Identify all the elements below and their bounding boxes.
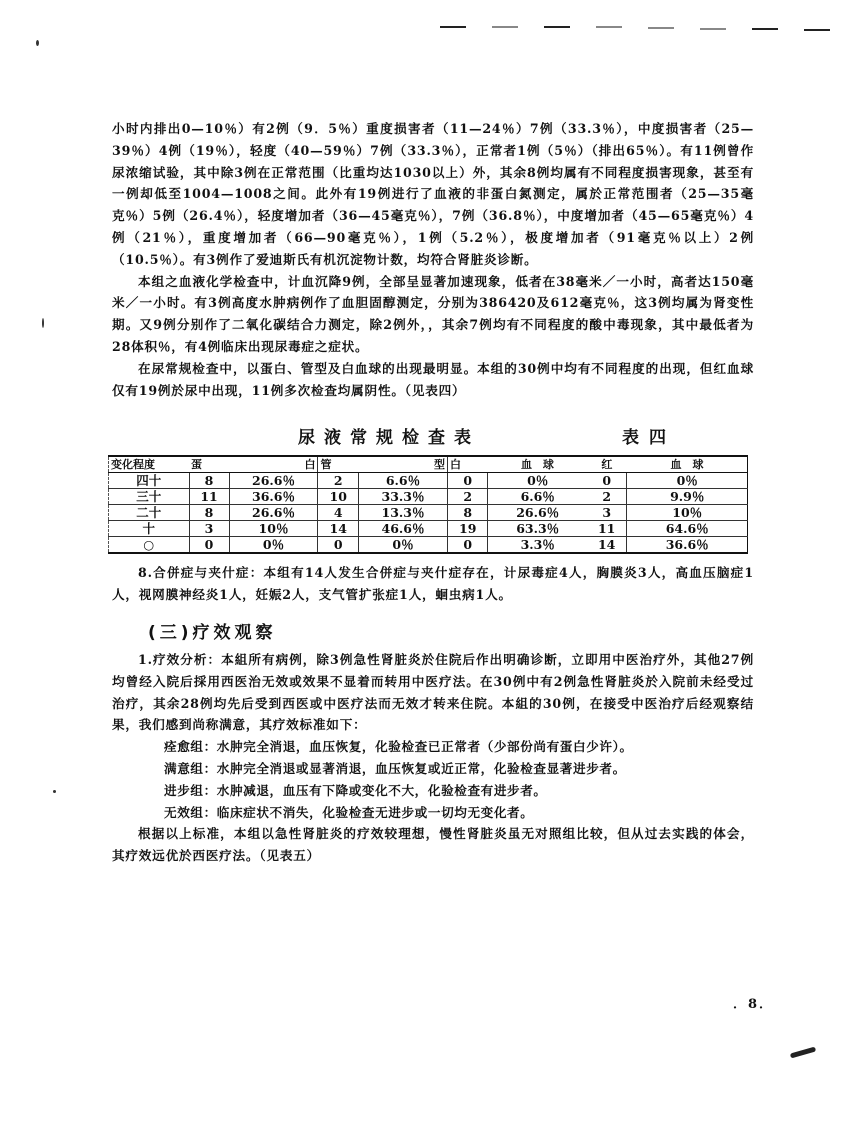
cell-rbc-count: 14	[587, 537, 627, 554]
cell-protein-pct: 36.6％	[229, 489, 318, 505]
cell-rbc-pct: 9.9％	[627, 489, 748, 505]
header-dash	[440, 26, 466, 28]
table-row	[109, 537, 748, 554]
table-row	[109, 521, 748, 537]
header-dash	[596, 26, 622, 28]
cell-rbc-count: 2	[587, 489, 627, 505]
paragraph-blood-chemistry: 本组之血液化学检查中，计血沉降9例，全部呈显著加速现象，低者在38毫米／一小时，高者达150毫米／一小时。有3例高度水肿病例作了血胆固醇测定，分别为386420及612毫克％，这3例均属为肾变性期。又9例分别作了二氧化碳结合力测定，除2例外，，其余7例均有不同程度的酸中毒现象，其中最低者为28体积％，有4例临床出现尿毒症之症状。	[112, 273, 754, 354]
col-header-grade: 变化程度	[109, 456, 190, 473]
scan-smear	[790, 1047, 816, 1059]
cell-grade: 四十	[109, 473, 190, 489]
cell-cast-count: 0	[318, 537, 359, 554]
cell-cast-count: 4	[318, 505, 359, 521]
cell-protein-count: 8	[189, 505, 229, 521]
paragraph-renal-function: 小时内排出0—10％）有2例（9．5％）重度损害者（11—24％）7例（33.3％），中度损害者（25—39％）4例（19％），轻度（40—59％）7例（33.3％），正常者1例（5％）（排出65％）。有11例曾作尿浓缩试验，其中除3例在正常范围（比重均达1030以上）外，其余8例均属有不同程度损害现象，甚至有一例却低至1004—1008之间。此外有19例进行了血液的非蛋白氮测定，属於正常范围者（25—35毫克％）5例（26.4％），轻度增加者（36—45毫克％），7例（36.8％），中度增加者（45—65毫克％）4例（21％），重度增加者（66—90毫克％），1例（5.2％），极度增加者（91毫克％以上）2例（10.5％）。有3例作了爱迪斯氏有机沉淀物计数，均符合肾脏炎诊断。	[112, 121, 754, 267]
cell-cast-count: 10	[318, 489, 359, 505]
cell-rbc-count: 3	[587, 505, 627, 521]
criterion-satisfactory: 满意组：水肿完全消退或显著消退，血压恢复或近正常，化验检查显著进步者。	[164, 760, 626, 776]
col-header-cast-b: 型	[359, 456, 448, 473]
cell-rbc-pct: 0％	[627, 473, 748, 489]
table-header-row	[109, 456, 748, 473]
col-header-wbc-b: 血 球	[488, 456, 587, 473]
paragraph-efficacy-analysis: 1.疗效分析：本組所有病例，除3例急性肾脏炎於住院后作出明确诊断，立即用中医治疗外，其他27例均曾经入院后採用西医治无效或效果不显着而转用中医疗法。在30例中有2例急性肾脏炎於入院前未经受过治疗，其余28例均先后受到西医或中医疗法而无效才转来住院。本組的30例，在接受中医治疗后经观察结果，我们感到尚称满意，其疗效标准如下：	[112, 651, 754, 733]
cell-cast-pct: 33.3％	[359, 489, 448, 505]
col-header-protein-a: 蛋	[189, 456, 229, 473]
page-number: ．8．	[733, 997, 775, 1012]
cell-protein-pct: 26.6％	[229, 473, 318, 489]
scan-speck	[42, 318, 44, 328]
criterion-ineffective: 无效组：临床症状不消失，化验检查无进步或一切均无变化者。	[164, 804, 534, 820]
table-caption	[112, 417, 754, 455]
criterion-improved: 进步组：水肿减退，血压有下降或变化不大，化验检查有进步者。	[164, 782, 547, 798]
efficacy-criteria-list	[112, 736, 754, 823]
header-dash	[700, 28, 726, 30]
cell-rbc-pct: 64.6％	[627, 521, 748, 537]
cell-rbc-pct: 36.6％	[627, 537, 748, 554]
header-dash	[752, 28, 778, 30]
cell-grade: 十	[109, 521, 190, 537]
cell-protein-count: 11	[189, 489, 229, 505]
cell-cast-count: 14	[318, 521, 359, 537]
table-row	[109, 489, 748, 505]
cell-wbc-count: 0	[447, 473, 488, 489]
cell-protein-pct: 0％	[229, 537, 318, 554]
criterion-cured: 痊愈组：水肿完全消退，血压恢复，化验检查已正常者（少部份尚有蛋白少许）。	[164, 739, 633, 755]
cell-protein-count: 3	[189, 521, 229, 537]
scan-speck	[36, 40, 39, 46]
cell-rbc-count: 0	[587, 473, 627, 489]
cell-wbc-pct: 26.6％	[488, 505, 587, 521]
header-dash	[492, 26, 518, 28]
cell-wbc-pct: 6.6％	[488, 489, 587, 505]
paragraph-complications: 8.合併症与夹什症：本组有14人发生合併症与夹什症存在，计尿毒症4人，胸膜炎3人，高血压脑症1人，视网膜神经炎1人，妊娠2人，支气管扩张症1人，蛔虫病1人。	[112, 565, 754, 603]
cell-grade: 二十	[109, 505, 190, 521]
cell-cast-pct: 13.3％	[359, 505, 448, 521]
header-dash	[544, 26, 570, 28]
urine-routine-table	[108, 455, 748, 554]
table-title: 尿液常规检查表	[298, 428, 480, 449]
paragraph-conclusion: 根据以上标准，本组以急性肾脏炎的疗效较理想，慢性肾脏炎虽无对照组比较，但从过去实践的体会，其疗效远优於西医疗法。（见表五）	[112, 826, 754, 864]
cell-cast-pct: 0％	[359, 537, 448, 554]
cell-cast-pct: 46.6％	[359, 521, 448, 537]
cell-rbc-count: 11	[587, 521, 627, 537]
document-page	[112, 118, 754, 867]
col-header-rbc-b: 血 球	[627, 456, 748, 473]
cell-cast-count: 2	[318, 473, 359, 489]
cell-grade: 三十	[109, 489, 190, 505]
table-row	[109, 473, 748, 489]
cell-protein-count: 0	[189, 537, 229, 554]
table-number: 表四	[622, 428, 676, 449]
cell-wbc-count: 0	[447, 537, 488, 554]
cell-protein-count: 8	[189, 473, 229, 489]
cell-wbc-count: 19	[447, 521, 488, 537]
header-dash	[648, 27, 674, 29]
cell-wbc-pct: 0％	[488, 473, 587, 489]
cell-wbc-pct: 3.3％	[488, 537, 587, 554]
section-heading: (三)疗效观察	[148, 622, 277, 643]
col-header-cast-a: 管	[318, 456, 359, 473]
col-header-rbc-a: 红	[587, 456, 627, 473]
col-header-wbc-a: 白	[447, 456, 488, 473]
cell-protein-pct: 26.6％	[229, 505, 318, 521]
cell-wbc-count: 8	[447, 505, 488, 521]
cell-rbc-pct: 10％	[627, 505, 748, 521]
paragraph-urine-routine: 在尿常规检查中，以蛋白、管型及白血球的出现最明显。本组的30例中均有不同程度的出现，但红血球仅有19例於尿中出现，11例多次检查均属阴性。（见表四）	[112, 360, 754, 398]
header-dash	[804, 29, 830, 31]
cell-wbc-count: 2	[447, 489, 488, 505]
cell-protein-pct: 10％	[229, 521, 318, 537]
table-row	[109, 505, 748, 521]
cell-wbc-pct: 63.3％	[488, 521, 587, 537]
cell-grade: ○	[109, 537, 190, 554]
scan-speck	[53, 790, 56, 793]
col-header-protein-b: 白	[229, 456, 318, 473]
cell-cast-pct: 6.6％	[359, 473, 448, 489]
